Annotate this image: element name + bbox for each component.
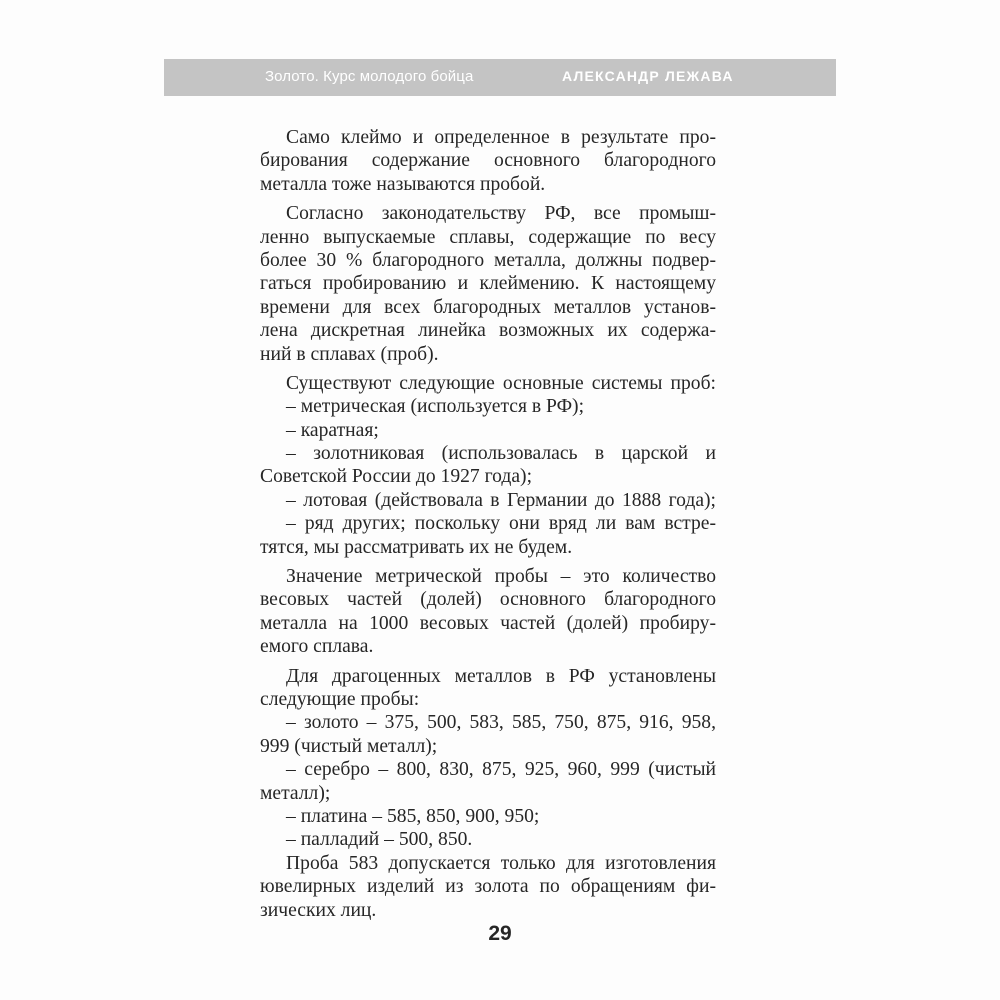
text-line: Само клеймо и определенное в результате про- <box>286 127 716 148</box>
running-header <box>164 59 836 96</box>
list-item: – метрическая (используется в РФ); <box>286 396 585 418</box>
text-line: Существуют следующие основные системы проб: <box>286 372 716 394</box>
list-item: – платина – 585, 850, 900, 950; <box>286 805 540 827</box>
text-line: Согласно законодательству РФ, все промыш- <box>286 203 716 225</box>
list-item: – золото – 375, 500, 583, 585, 750, 875, 916, 958, <box>286 712 716 734</box>
list-item: – палладий – 500, 850. <box>286 829 473 851</box>
text-line: 999 (чистый металл); <box>260 735 438 757</box>
text-line: более 30 % благородного металла, должны подвер- <box>260 249 716 271</box>
text-line: следующие пробы: <box>260 688 420 710</box>
text-line: ленно выпускаемые сплавы, содержащие по весу <box>260 226 716 248</box>
text-line: лена дискретная линейка возможных их содержа- <box>260 320 716 342</box>
text-line: металл); <box>260 782 331 804</box>
text-line: бирования содержание основного благородного <box>260 150 716 172</box>
book-title: Золото. Курс молодого бойца <box>265 68 474 85</box>
author-name: АЛЕКСАНДР ЛЕЖАВА <box>562 68 734 84</box>
list-item: – каратная; <box>286 419 379 441</box>
text-line: времени для всех благородных металлов установ- <box>260 296 716 318</box>
text-line: ний в сплавах (проб). <box>260 343 439 365</box>
list-item: – ряд других; поскольку они вряд ли вам встре- <box>286 513 716 535</box>
text-line: емого сплава. <box>260 636 374 658</box>
text-line: Для драгоценных металлов в РФ установлены <box>286 665 716 687</box>
text-line: металла на 1000 весовых частей (долей) пробиру- <box>260 612 716 634</box>
list-item: – лотовая (действовала в Германии до 1888 года); <box>286 489 716 511</box>
text-line: зических лиц. <box>260 899 377 921</box>
text-line: Советской России до 1927 года); <box>260 466 533 488</box>
text-line: гаться пробированию и клеймению. К настоящему <box>260 273 716 295</box>
list-item: – золотниковая (использовалась в царской и <box>286 443 716 465</box>
text-line: Проба 583 допускается только для изготовления <box>286 852 716 874</box>
page-number: 29 <box>488 922 512 945</box>
text-line: металла тоже называются пробой. <box>260 173 546 195</box>
list-item: – серебро – 800, 830, 875, 925, 960, 999 (чистый <box>286 759 716 781</box>
text-line: ювелирных изделий из золота по обращениям фи- <box>260 876 716 898</box>
text-line: весовых частей (долей) основного благородного <box>260 589 716 611</box>
body-text <box>260 126 716 922</box>
text-line: Значение метрической пробы – это количество <box>286 566 716 588</box>
text-line: тятся, мы рассматривать их не будем. <box>260 536 573 558</box>
